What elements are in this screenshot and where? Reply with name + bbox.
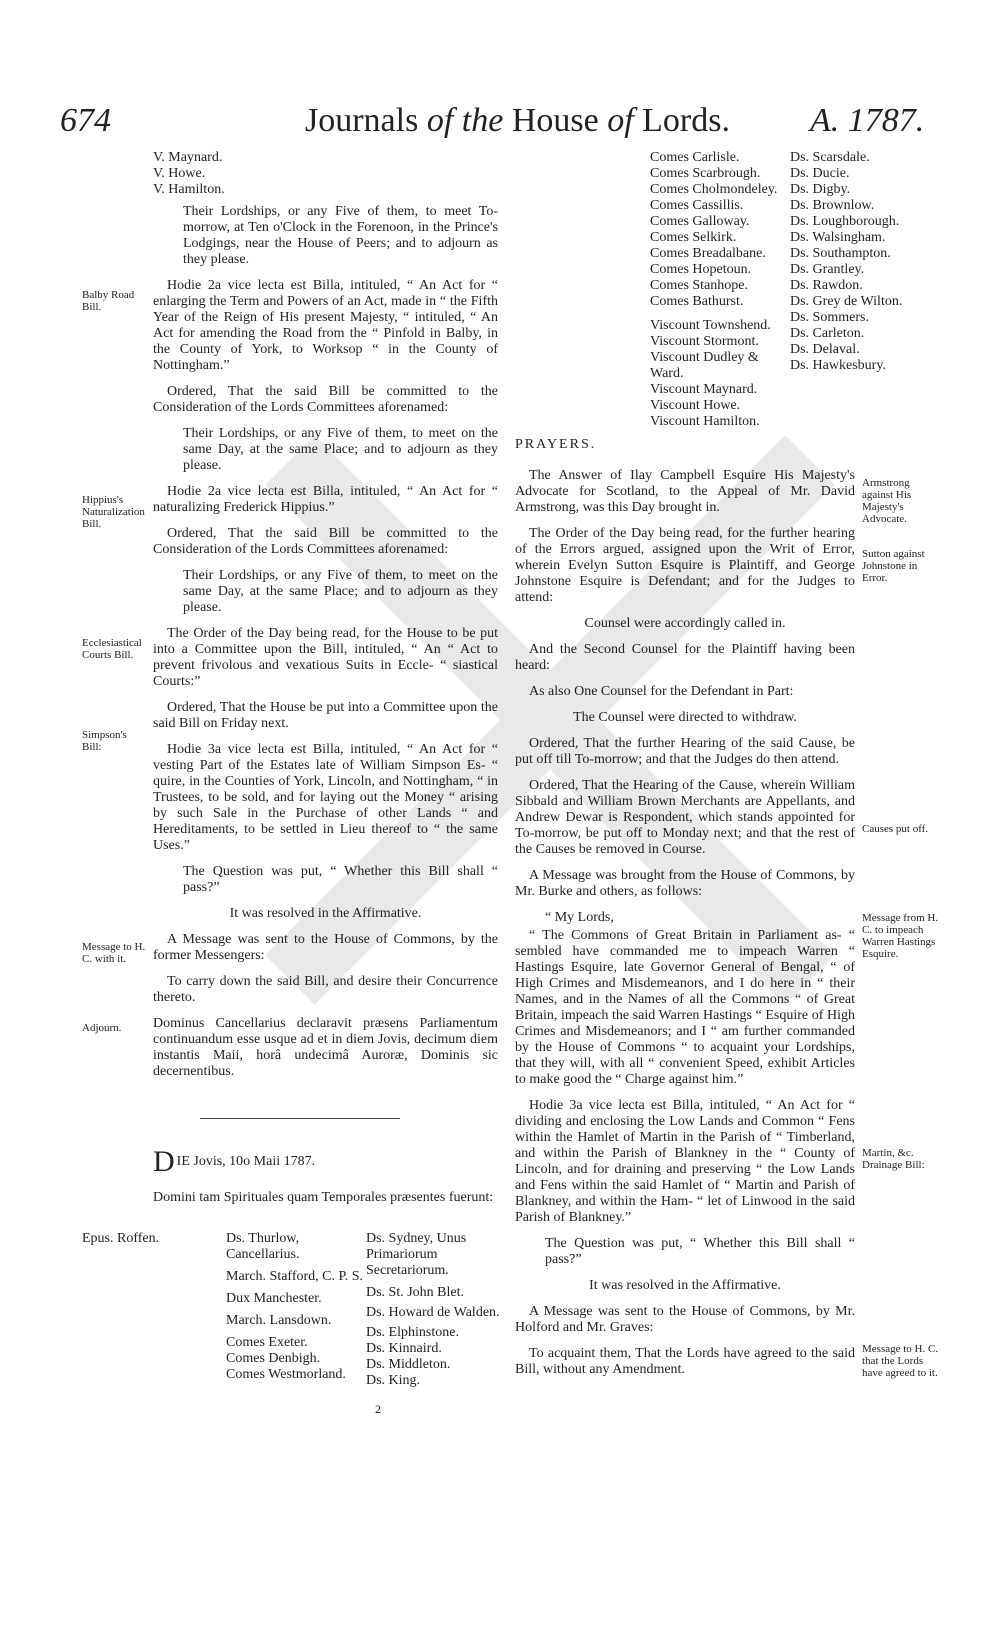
lord-entry: Ds. Howard de Walden.	[366, 1305, 500, 1320]
question-text: The Question was put, “ Whether this Bill shall “ pass?”	[183, 864, 498, 895]
margin-note-hippius: Hippius's Naturalization Bill.	[82, 494, 145, 530]
right-column	[515, 468, 855, 1388]
question-text: The Question was put, “ Whether this Bill shall “ pass?”	[545, 1236, 855, 1267]
lord-entry: Ds. Sommers.	[790, 310, 869, 325]
answer-text: The Answer of Ilay Campbell Esquire His Majesty's Advocate for Scotland, to the Appeal of Mr. David Armstrong, was this Day brought in.	[515, 468, 855, 515]
lord-entry: Ds. Hawkesbury.	[790, 358, 886, 373]
lord-entry: Comes Selkirk.	[650, 230, 737, 245]
lord-entry: Comes Breadalbane.	[650, 246, 766, 261]
lord-entry: Dux Manchester.	[226, 1291, 322, 1306]
sitting-date	[153, 1145, 316, 1178]
viscount-line: V. Howe.	[153, 166, 206, 181]
lord-entry: Ds. Rawdon.	[790, 278, 863, 293]
lord-entry: Viscount Stormont.	[650, 334, 759, 349]
journal-title	[305, 102, 730, 140]
lord-entry: Ds. Southampton.	[790, 246, 891, 261]
message-text: A Message was sent to the House of Commons, by the former Messengers:	[153, 932, 498, 963]
margin-note-simpson: Simpson's Bill:	[82, 729, 127, 753]
ecclesiastical-text: The Order of the Day being read, for the House to be put into a Committee upon the Bill, intituled, “ An “ Act to prevent frivolous and vexatious Suits in Eccle- “ siastical Courts:”	[153, 626, 498, 689]
lord-entry: Comes Cholmondeley.	[650, 182, 778, 197]
lord-entry: Ds. Thurlow, Cancellarius.	[226, 1231, 300, 1262]
lord-entry: Ds. Elphinstone.	[366, 1325, 459, 1340]
ordered-paragraph: Ordered, That the Hearing of the Cause, wherein William Sibbald and William Brown Merchants are Appellants, and Andrew Dewar is Respondent, which stands appointed for To-morrow, be put off to Monday next; and that the rest of the Causes be removed in Course.	[515, 778, 855, 857]
lord-entry: Ds. St. John Blet.	[366, 1285, 465, 1300]
lord-entry: Ds. Loughborough.	[790, 214, 900, 229]
lord-entry: March. Stafford, C. P. S.	[226, 1269, 364, 1284]
lord-entry: Ds. Scarsdale.	[790, 150, 870, 165]
lord-entry: Ds. Digby.	[790, 182, 851, 197]
message-commons-text: A Message was brought from the House of Commons, by Mr. Burke and others, as follows:	[515, 868, 855, 899]
margin-note-martin: Martin, &c. Drainage Bill:	[862, 1147, 925, 1171]
meeting-paragraph: Their Lordships, or any Five of them, to meet on the same Day, at the same Place; and to adjourn as they please.	[183, 568, 498, 615]
withdraw-text: The Counsel were directed to withdraw.	[573, 710, 797, 725]
lord-entry: Ds. Carleton.	[790, 326, 865, 341]
lord-entry: Viscount Hamilton.	[650, 414, 760, 429]
title-word-1: Journals	[305, 102, 419, 139]
lord-entry: March. Lansdown.	[226, 1313, 332, 1328]
title-word-3: House	[511, 102, 599, 139]
resolved-text: It was resolved in the Affirmative.	[589, 1278, 781, 1293]
margin-note-message-hc: Message from H. C. to impeach Warren Hastings Esquire.	[862, 912, 939, 960]
lord-entry: Comes Cassillis.	[650, 198, 744, 213]
lord-entry: Comes Stanhope.	[650, 278, 748, 293]
date-text: IE Jovis, 10o Maii 1787.	[176, 1154, 316, 1169]
lord-entry: Comes Galloway.	[650, 214, 750, 229]
lord-entry: Viscount Dudley & Ward.	[650, 350, 759, 381]
page-number: 674	[60, 102, 111, 139]
balby-bill-text: Hodie 2a vice lecta est Billa, intituled, “ An Act for “ enlarging the Term and Powers of an Act, made in “ the Fifth Year of the Reign of His present Majesty, “ intituled, “ An Act for amending the Road from the “ Pinfold in Balby, in the County of York, to Worksop “ in the County of Nottingham.”	[153, 278, 498, 373]
impeach-text: “ The Commons of Great Britain in Parliament as- “ sembled have commanded me to impeach Warren “ Hastings Esquire, late Governor General of Bengal, “ of High Crimes and Misdemeanors, and I do here in “ their Names, and in the Names of all the Commons “ of Great Britain, impeach the said Warren Hastings “ Esquire of High Crimes and Misdemeanors; and I “ am further commanded by the House of Commons “ to acquaint your Lordships, that they will, with all “ convenient Speed, exhibit Articles to make good the “ Charge against him.”	[515, 928, 855, 1087]
message-text: A Message was sent to the House of Commons, by Mr. Holford and Mr. Graves:	[515, 1304, 855, 1335]
resolved-text: It was resolved in the Affirmative.	[229, 906, 422, 921]
title-word-4: of	[607, 102, 634, 139]
page-header	[0, 102, 992, 142]
domini-heading: Domini tam Spirituales quam Temporales præsentes fuerunt:	[153, 1190, 494, 1205]
viscount-line: V. Maynard.	[153, 150, 223, 165]
lord-entry: Viscount Maynard.	[650, 382, 758, 397]
second-counsel-text: And the Second Counsel for the Plaintiff having been heard:	[515, 642, 855, 673]
adjourn-text: Dominus Cancellarius declaravit præsens Parliamentum continuandum esse usque ad et in diem Jovis, decimum diem instantis Maii, horâ undecimâ Auroræ, Dominis sic decernentibus.	[153, 1016, 498, 1079]
one-counsel-text: As also One Counsel for the Defendant in Part:	[529, 684, 794, 699]
lord-entry: Comes Denbigh.	[226, 1351, 321, 1366]
lord-entry: Ds. Middleton.	[366, 1357, 451, 1372]
viscount-line: V. Hamilton.	[153, 182, 225, 197]
lord-entry: Comes Hopetoun.	[650, 262, 752, 277]
lord-entry: Comes Scarbrough.	[650, 166, 761, 181]
margin-note-balby: Balby Road Bill.	[82, 289, 135, 313]
margin-note-adjourn: Adjourn.	[82, 1022, 122, 1034]
title-word-2: of the	[426, 102, 504, 139]
episcopus	[82, 1231, 159, 1247]
section-divider	[200, 1118, 400, 1119]
carry-down-text: To carry down the said Bill, and desire their Concurrence thereto.	[153, 974, 498, 1005]
present-lords-col2	[366, 1231, 506, 1389]
epus-name: Epus. Roffen.	[82, 1231, 160, 1246]
ordered-paragraph: Ordered, That the said Bill be committed to the Consideration of the Lords Committees aforenamed:	[153, 384, 498, 415]
prayers-heading: PRAYERS.	[515, 437, 597, 452]
lord-entry: Ds. Walsingham.	[790, 230, 886, 245]
lord-entry: Comes Bathurst.	[650, 294, 744, 309]
lord-entry: Ds. King.	[366, 1373, 421, 1388]
lord-entry: Ds. Grantley.	[790, 262, 865, 277]
margin-note-sutton: Sutton against Johnstone in Error.	[862, 548, 925, 584]
lord-entry: Ds. Ducie.	[790, 166, 850, 181]
lord-entry: Ds. Kinnaird.	[366, 1341, 442, 1356]
margin-note-armstrong: Armstrong against His Majesty's Advocate.	[862, 477, 912, 525]
drop-cap: D	[153, 1145, 175, 1178]
title-word-5: Lords.	[642, 102, 730, 139]
acquaint-text: To acquaint them, That the Lords have agreed to the said Bill, without any Amendment.	[515, 1346, 855, 1377]
ordered-paragraph: Ordered, That the said Bill be committed to the Consideration of the Lords Committees aforenamed:	[153, 526, 498, 557]
present-lords-col1	[226, 1231, 366, 1383]
margin-note-ecclesiastical: Ecclesiastical Courts Bill.	[82, 637, 142, 661]
signature-mark: 2	[375, 1402, 381, 1416]
meeting-paragraph: Their Lordships, or any Five of them, to meet To-morrow, at Ten o'Clock in the Forenoon, in the Prince's Lodgings, near the House of Peers; and to adjourn as they please.	[183, 204, 498, 267]
martin-bill-text: Hodie 3a vice lecta est Billa, intituled, “ An Act for “ dividing and enclosing the Low Lands and Common “ Fens within the Hamlet of Martin in the Parish of “ Timberland, and within the Parish of Blankney in the “ County of Lincoln, and for draining and preserving “ the Low Lands and Fens within the said Hamlet of “ Martin and Parish of Blankney, and within the Ham- “ let of Linwood in the said Parish of Blankney.”	[515, 1098, 855, 1225]
left-column	[153, 150, 498, 1090]
meeting-paragraph: Their Lordships, or any Five of them, to meet on the same Day, at the same Place; and to adjourn as they please.	[183, 426, 498, 473]
margin-note-causes: Causes put off.	[862, 823, 929, 835]
lord-entry: Comes Westmorland.	[226, 1367, 346, 1382]
lord-entry: Comes Exeter.	[226, 1335, 308, 1350]
ordered-paragraph: Ordered, That the further Hearing of the said Cause, be put off till To-morrow; and that the Judges do then attend.	[515, 736, 855, 767]
counsel-in-text: Counsel were accordingly called in.	[584, 616, 786, 631]
lord-entry: Ds. Brownlow.	[790, 198, 875, 213]
margin-note-message: Message to H. C. with it.	[82, 941, 146, 965]
journal-year: A. 1787.	[810, 102, 925, 139]
order-day-text: The Order of the Day being read, for the further hearing of the Errors argued, assigned upon the Writ of Error, wherein Evelyn Sutton Esquire is Plaintiff, and George Johnstone Esquire is Defendant; and for the Judges to attend:	[515, 526, 855, 605]
lord-entry: Viscount Howe.	[650, 398, 741, 413]
right-lords-col1	[650, 150, 785, 430]
lord-entry: Ds. Delaval.	[790, 342, 860, 357]
viscounts-top	[153, 150, 498, 198]
margin-note-message-agreed: Message to H. C. that the Lords have agreed to it.	[862, 1343, 939, 1379]
lord-entry: Ds. Sydney, Unus Primariorum Secretariorum.	[366, 1231, 467, 1278]
ordered-paragraph: Ordered, That the House be put into a Committee upon the said Bill on Friday next.	[153, 700, 498, 731]
lord-entry: Comes Carlisle.	[650, 150, 740, 165]
hippius-bill-text: Hodie 2a vice lecta est Billa, intituled, “ An Act for “ naturalizing Frederick Hippius.”	[153, 484, 498, 515]
my-lords-text: “ My Lords,	[545, 910, 614, 925]
lord-entry: Viscount Townshend.	[650, 318, 771, 333]
lord-entry: Ds. Grey de Wilton.	[790, 294, 903, 309]
simpson-bill-text: Hodie 3a vice lecta est Billa, intituled, “ An Act for “ vesting Part of the Estates late of William Simpson Es- “ quire, in the Counties of York, Lincoln, and Nottingham, “ in Trustees, to be sold, and for laying out the Money “ arising by such Sale in the Purchase of other Lands “ and Hereditaments, to be settled in Lieu thereof to “ the same Uses.”	[153, 742, 498, 853]
right-lords-col2	[790, 150, 902, 374]
